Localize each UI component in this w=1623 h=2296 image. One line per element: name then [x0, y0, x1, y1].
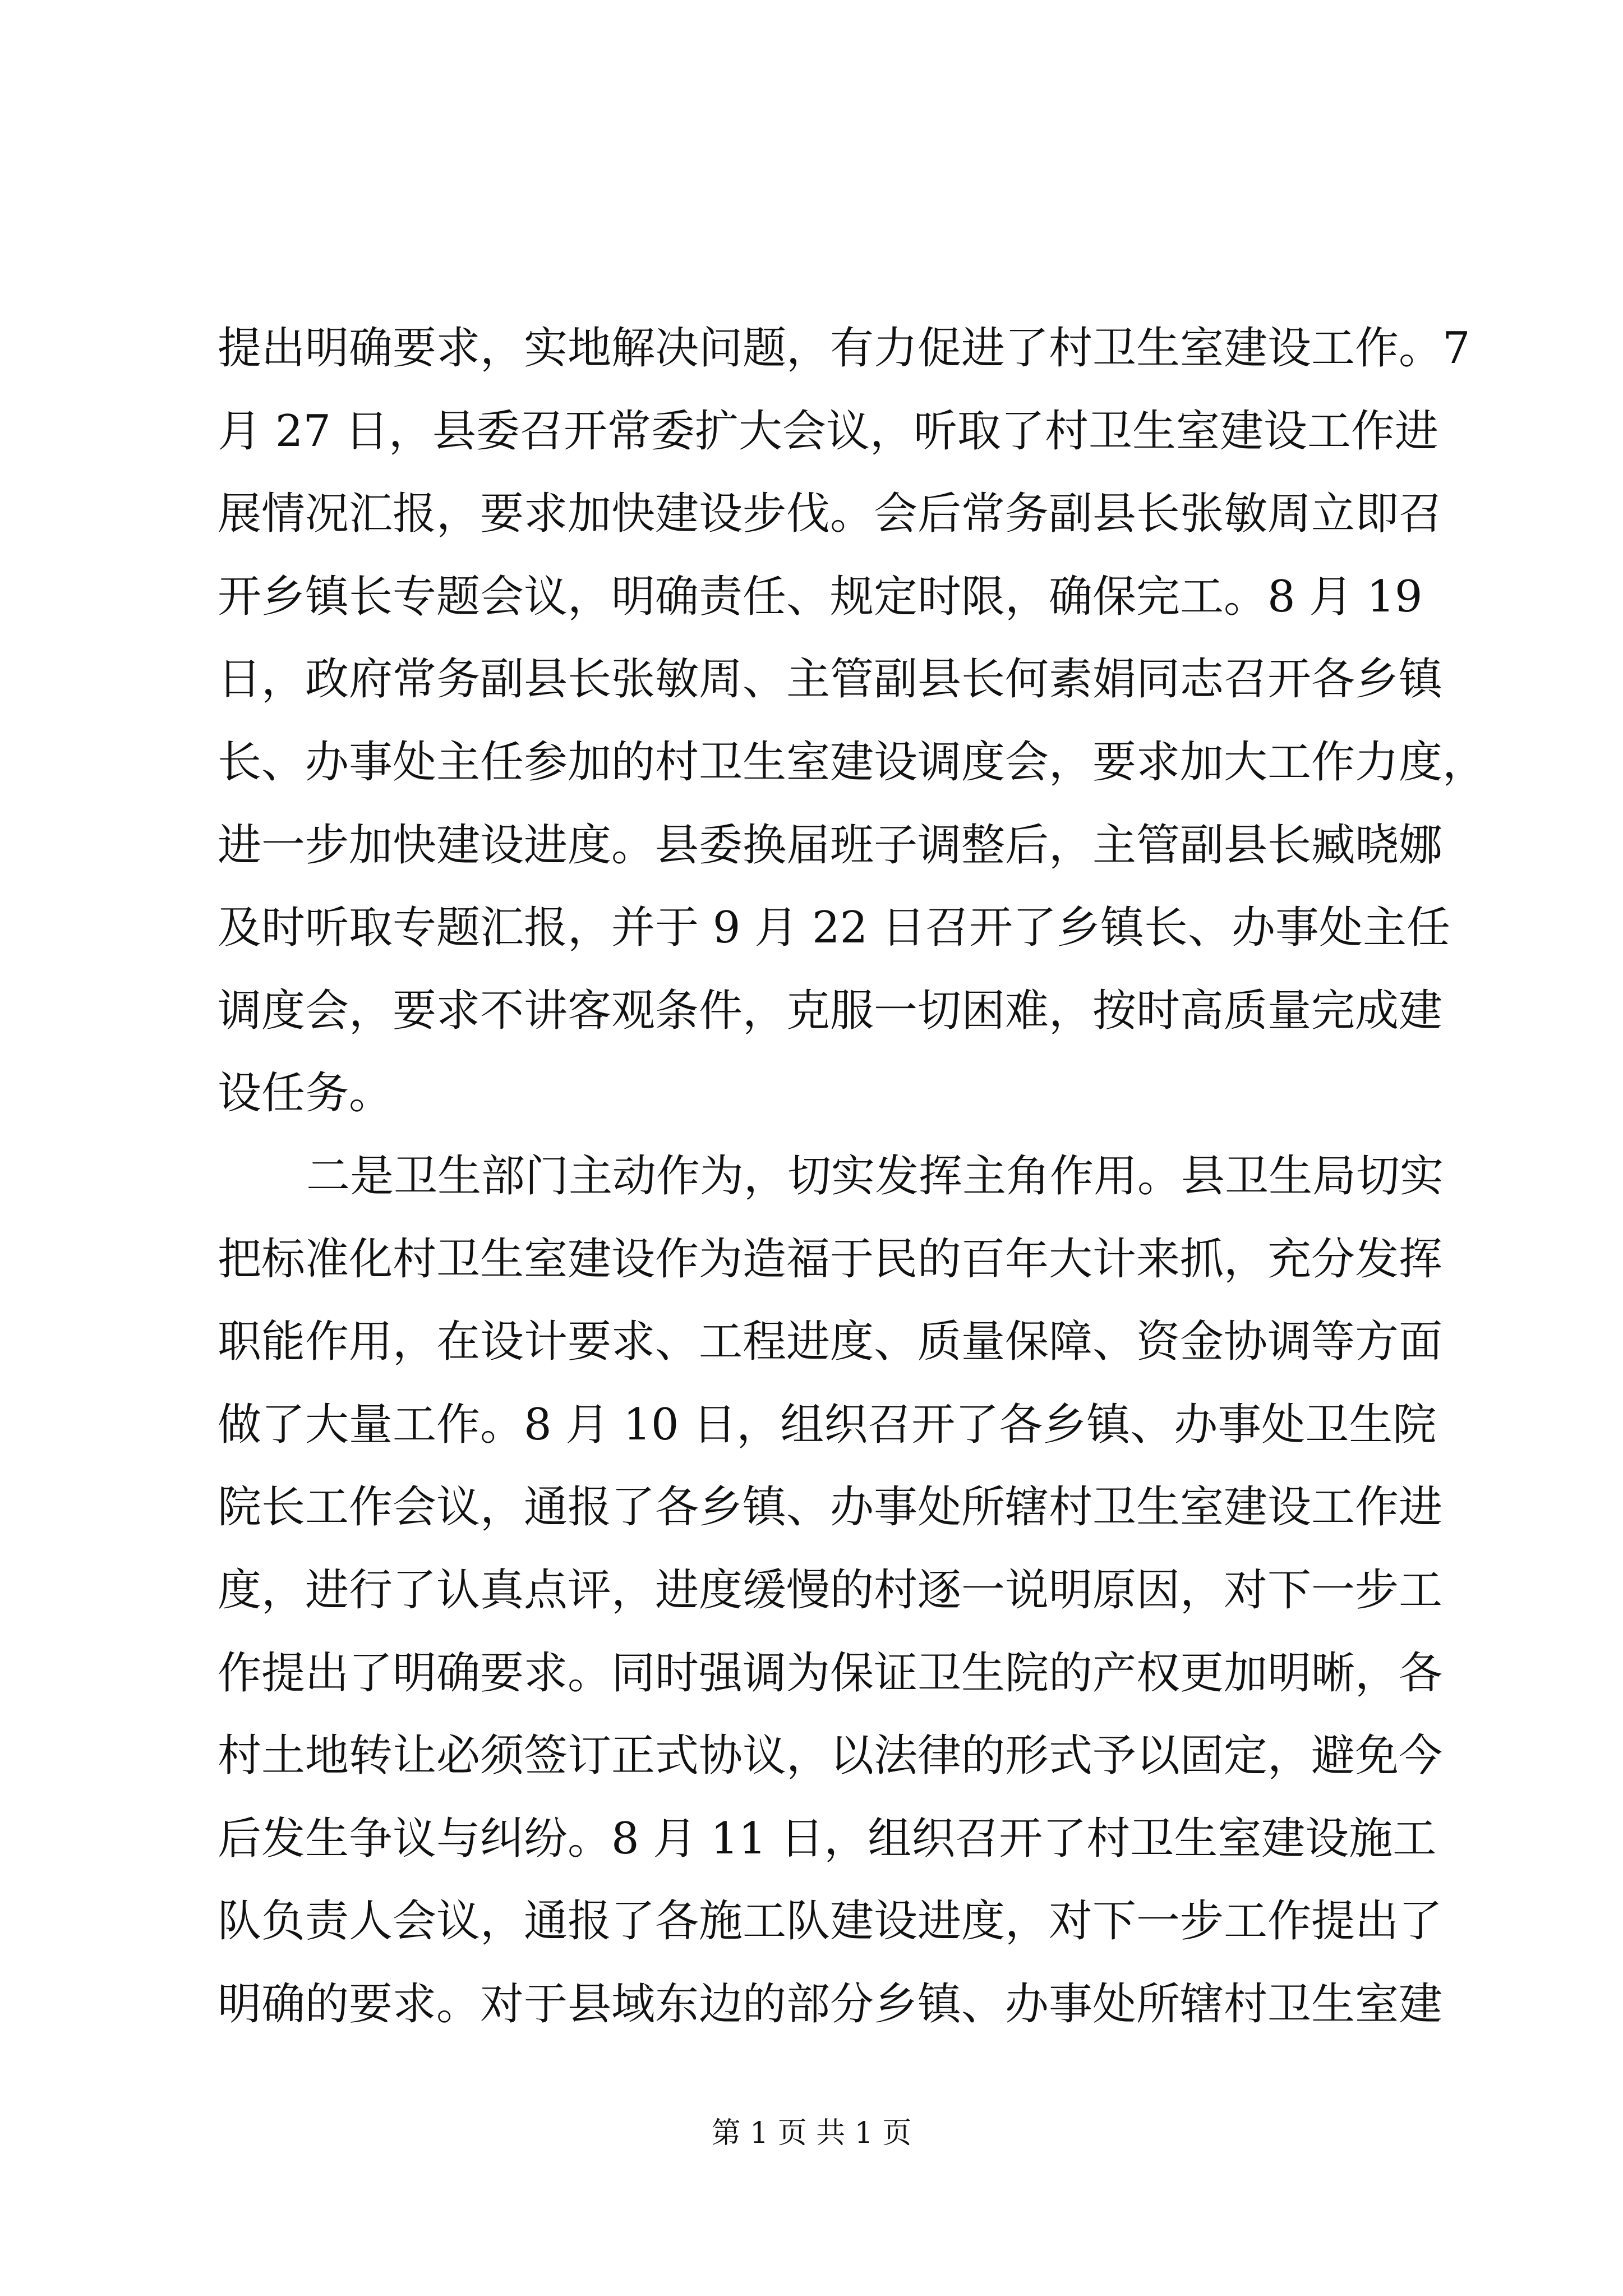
text-line: 及时听取专题汇报，并于 9 月 22 日召开了乡镇长、办事处主任	[218, 903, 1451, 954]
paragraph-2	[218, 1135, 1444, 2046]
text-line: 村土地转让必须签订正式协议，以法律的形式予以固定，避免今	[218, 1731, 1443, 1782]
text-line: 作提出了明确要求。同时强调为保证卫生院的产权更加明晰，各	[218, 1648, 1443, 1699]
text-line: 调度会，要求不讲客观条件，克服一切困难，按时高质量完成建	[218, 985, 1443, 1036]
text-line: 队负责人会议，通报了各施工队建设进度，对下一步工作提出了	[218, 1896, 1443, 1947]
document-body	[218, 307, 1487, 2046]
text-line: 明确的要求。对于县域东边的部分乡镇、办事处所辖村卫生室建	[218, 1978, 1443, 2030]
text-line: 后发生争议与纠纷。8 月 11 日，组织召开了村卫生室建设施工	[218, 1813, 1437, 1864]
text-line: 展情况汇报，要求加快建设步伐。会后常务副县长张敏周立即召	[218, 489, 1443, 540]
page-number-footer: 第 1 页 共 1 页	[711, 2116, 912, 2150]
text-line: 二是卫生部门主动作为，切实发挥主角作用。县卫生局切实	[306, 1151, 1444, 1202]
text-line: 度，进行了认真点评，进度缓慢的村逐一说明原因，对下一步工	[218, 1565, 1443, 1616]
text-line: 做了大量工作。8 月 10 日，组织召开了各乡镇、办事处卫生院	[218, 1399, 1437, 1450]
text-line: 职能作用，在设计要求、工程进度、质量保障、资金协调等方面	[218, 1317, 1443, 1368]
paragraph-1	[218, 307, 1487, 1135]
text-line: 进一步加快建设进度。县委换届班子调整后，主管副县长臧晓娜	[218, 820, 1443, 871]
text-line: 提出明确要求，实地解决问题，有力促进了村卫生室建设工作。7	[218, 323, 1470, 374]
text-line: 把标准化村卫生室建设作为造福于民的百年大计来抓，充分发挥	[218, 1234, 1443, 1285]
text-line: 月 27 日，县委召开常委扩大会议，听取了村卫生室建设工作进	[218, 406, 1438, 457]
text-line: 长、办事处主任参加的村卫生室建设调度会，要求加大工作力度，	[218, 737, 1487, 788]
text-line: 设任务。	[218, 1068, 393, 1119]
text-line: 开乡镇长专题会议，明确责任、规定时限，确保完工。8 月 19	[218, 571, 1423, 622]
text-line: 院长工作会议，通报了各乡镇、办事处所辖村卫生室建设工作进	[218, 1482, 1443, 1533]
text-line: 日，政府常务副县长张敏周、主管副县长何素娟同志召开各乡镇	[218, 654, 1443, 705]
